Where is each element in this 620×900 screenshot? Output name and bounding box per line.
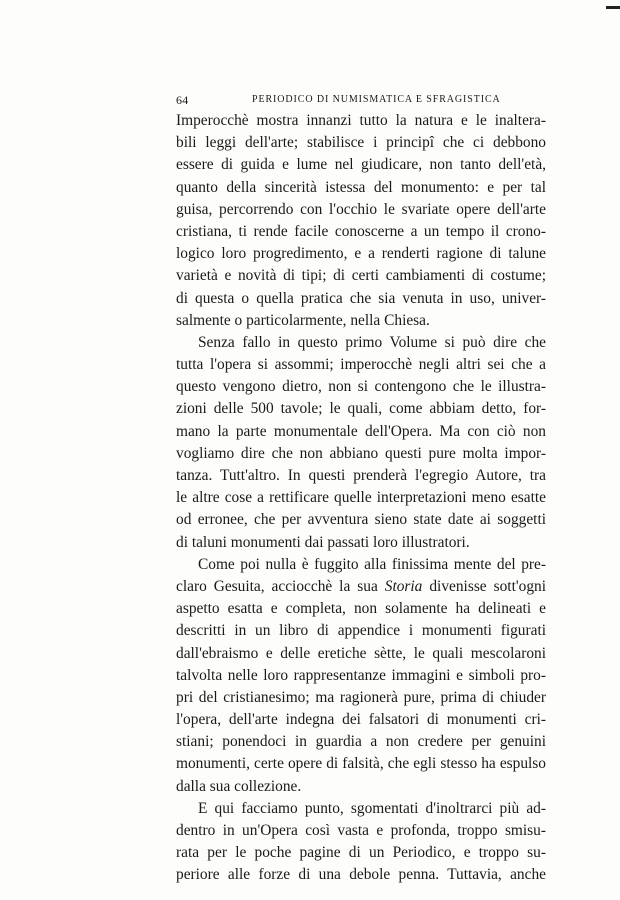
text-line: di taluni monumenti dai passati loro illustratori. bbox=[176, 533, 470, 551]
text-line: questo vengono dietro, non si contengono che le illustra- bbox=[176, 378, 546, 396]
text-line: Come poi nulla è fuggito alla finissima mente del pre- bbox=[198, 555, 546, 573]
text-line: pri del cristianesimo; ma ragionerà pure, prima di chiuder bbox=[176, 688, 546, 706]
italic-title: Storia bbox=[384, 577, 423, 595]
text-line: tutta l'opera si assommi; imperocchè negli altri sei che a bbox=[176, 356, 546, 374]
text-line: salmente o particolarmente, nella Chiesa. bbox=[176, 311, 430, 329]
text-line: quanto della sincerità istessa del monumento: e per tal bbox=[176, 178, 546, 196]
running-title: PERIODICO DI NUMISMATICA E SFRAGISTICA bbox=[252, 94, 501, 105]
text-line: aspetto esatta e completa, non solamente ha delineati e bbox=[176, 600, 546, 618]
text-line: essere di guida e lume nel giudicare, non tanto dell'età, bbox=[176, 156, 546, 174]
text-line: rata per le poche pagine di un Periodico, e troppo su- bbox=[176, 844, 546, 862]
text-line: Senza fallo in questo primo Volume si può dire che bbox=[198, 333, 546, 351]
text-line: zioni delle 500 tavole; le quali, come abbiam detto, for- bbox=[176, 400, 546, 418]
text-line: le altre cose a rettificare quelle interpretazioni meno esatte bbox=[176, 489, 546, 507]
text-line: Imperocchè mostra innanzi tutto la natura e le inaltera- bbox=[176, 112, 546, 129]
text-line: stiani; ponendoci in guardia a non credere per genuini bbox=[176, 733, 546, 751]
text-line: dall'ebraismo e delle eretiche sètte, le quali mescolaroni bbox=[176, 644, 546, 662]
text-line: claro Gesuita, acciocchè la sua Storia divenisse sott'ogni bbox=[176, 577, 546, 595]
text-line: E qui facciamo punto, sgomentati d'inoltrarci più ad- bbox=[198, 799, 546, 817]
text-line: dalla sua collezione. bbox=[176, 777, 302, 795]
text-line: mano la parte monumentale dell'Opera. Ma con ciò non bbox=[176, 422, 546, 440]
text-line: l'opera, dell'arte indegna dei falsatori di monumenti cri- bbox=[176, 711, 546, 729]
text-line: di questa o quella pratica che sia venuta in uso, univer- bbox=[176, 289, 546, 307]
text-line: varietà e novità di tipi; di certi cambiamenti di costume; bbox=[176, 267, 546, 285]
text-line: monumenti, certe opere di falsità, che egli stesso ha espulso bbox=[176, 755, 546, 773]
text-line: talvolta nelle loro rappresentanze immagini e simboli pro- bbox=[176, 666, 546, 684]
page-header bbox=[176, 93, 546, 109]
text-line: od erronee, che per avventura sieno state date ai soggetti bbox=[176, 511, 546, 529]
body-text bbox=[176, 110, 546, 887]
text-line: vogliamo dire che non abbiano questi pure molta impor- bbox=[176, 444, 546, 462]
text-line: bili leggi dell'arte; stabilisce i principî che ci debbono bbox=[176, 134, 546, 152]
text-line: periore alle forze di una debole penna. Tuttavia, anche bbox=[176, 866, 546, 884]
text-line: descritti in un libro di appendice i monumenti figurati bbox=[176, 622, 546, 640]
text-line: guisa, percorrendo con l'occhio le svariate opere dell'arte bbox=[176, 200, 546, 218]
page-number: 64 bbox=[176, 93, 189, 107]
text-line: cristiana, ti rende facile conoscerne a un tempo il crono- bbox=[176, 222, 546, 240]
text-line: tanza. Tutt'altro. In questi prenderà l'egregio Autore, tra bbox=[176, 467, 546, 484]
scan-edge-mark bbox=[606, 6, 620, 9]
text-line: dentro in un'Opera così vasta e profonda, troppo smisu- bbox=[176, 822, 546, 839]
text-line: logico loro progredimento, e a renderti ragione di talune bbox=[176, 245, 546, 263]
